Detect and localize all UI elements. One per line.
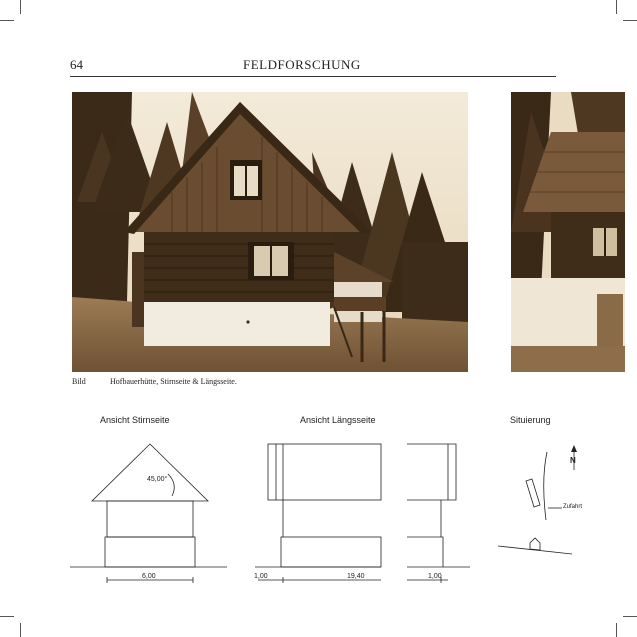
side-dimension-middle: 19,40 <box>347 573 365 580</box>
front-view-title: Ansicht Stirnseite <box>100 415 170 425</box>
site-plan-title: Situierung <box>510 415 551 425</box>
running-head: FELDFORSCHUNG <box>243 57 361 72</box>
side-elevation-drawing <box>255 444 470 583</box>
site-plan-drawing <box>498 448 574 554</box>
caption-label: Bild <box>72 377 86 386</box>
access-road-label: Zufahrt <box>563 504 583 510</box>
front-elevation-drawing <box>70 444 227 583</box>
side-dimension-right: 1,00 <box>428 573 442 580</box>
page-number: 64 <box>70 57 83 72</box>
side-view-title: Ansicht Längsseite <box>300 415 376 425</box>
caption-text: Hofbauerhütte, Stirnseite & Längsseite. <box>110 377 237 386</box>
angle-label: 45,00° <box>147 476 168 483</box>
side-dimension-left: 1,00 <box>254 573 268 580</box>
north-arrow-icon <box>571 445 577 452</box>
front-width-dimension: 6,00 <box>142 573 156 580</box>
north-label: N <box>570 456 576 465</box>
